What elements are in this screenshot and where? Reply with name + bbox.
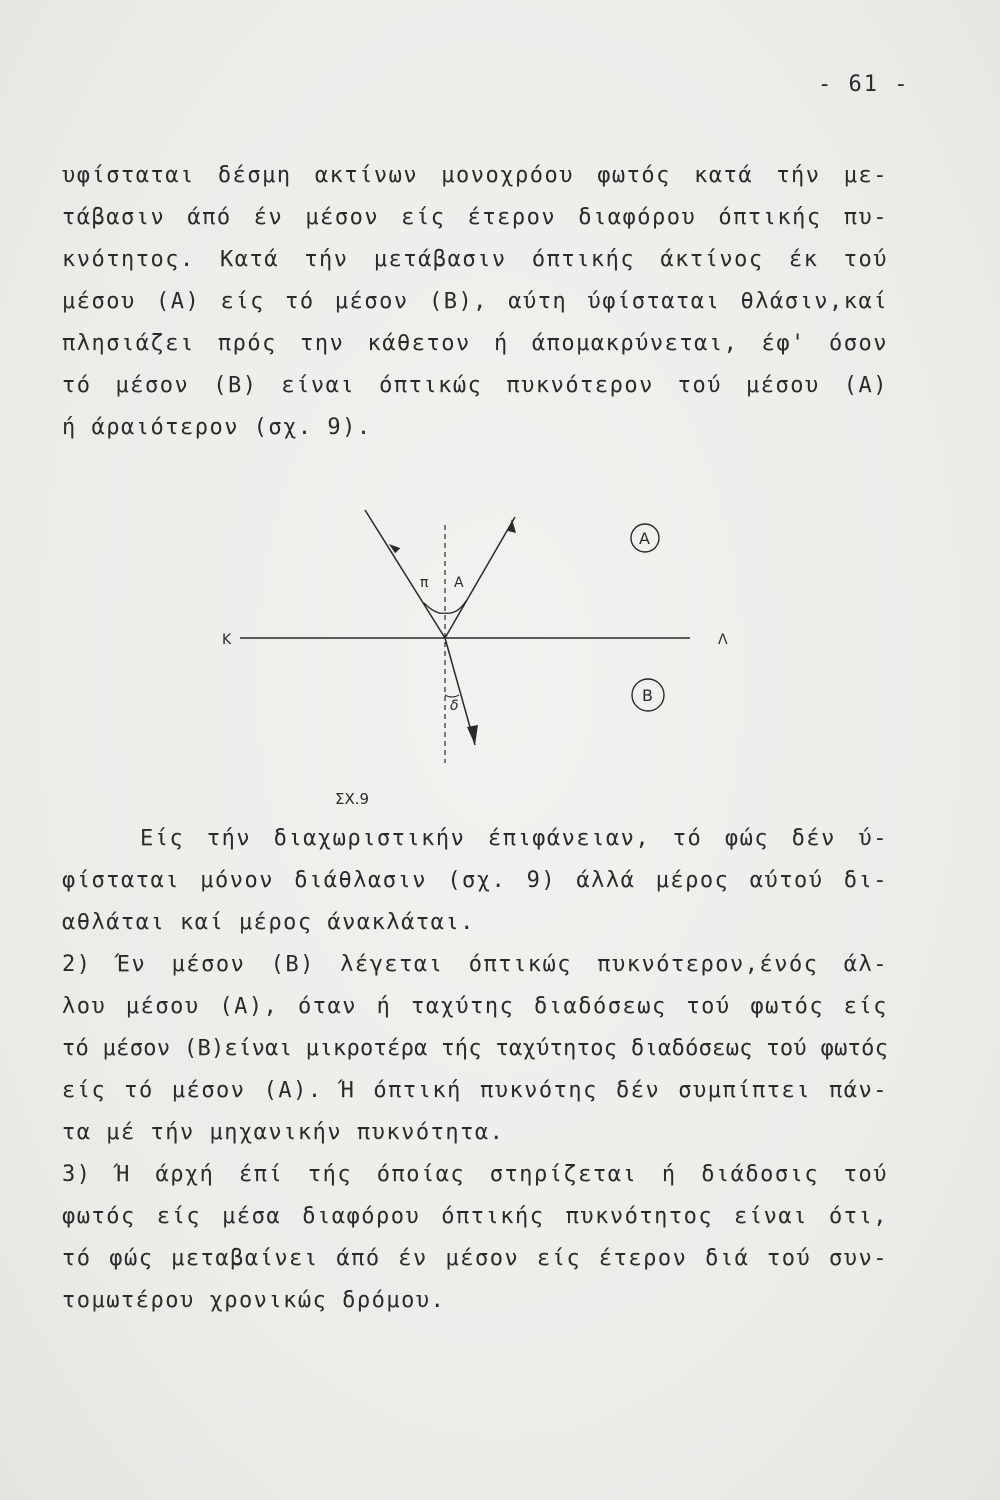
refraction-diagram-svg — [210, 505, 730, 815]
refraction-diagram — [210, 505, 730, 815]
text-line: λου μέσου (Α), όταν ή ταχύτης διαδόσεως τού φωτός είς — [62, 994, 888, 1019]
text-line: τάβασιν άπό έν μέσον είς έτερον διαφόρου όπτικής πυ- — [62, 205, 888, 230]
text-line: υφίσταται δέσμη ακτίνων μονοχρόου φωτός κατά τήν με- — [62, 163, 888, 188]
refracted-arrow-icon — [467, 725, 478, 745]
medium-a-label: A — [639, 529, 650, 548]
text-line: Είς τήν διαχωριστικήν έπιφάνειαν, τό φώς δέν ύ- — [140, 826, 888, 851]
text-line: 3) Ή άρχή έπί τής όποίας στηρίζεται ή διάδοσις τού — [62, 1162, 888, 1187]
page-number: - 61 - — [818, 72, 910, 97]
incident-ray — [365, 510, 445, 638]
text-line: τα μέ τήν μηχανικήν πυκνότητα. — [62, 1120, 505, 1145]
text-line: μέσου (Α) είς τό μέσον (Β), αύτη ύφίσταται θλάσιν,καί — [62, 289, 888, 314]
text-line: φίσταται μόνον διάθλασιν (σχ. 9) άλλά μέρος αύτού δι- — [62, 868, 888, 893]
angle-pi-label: π — [420, 575, 429, 591]
point-k-label: Κ — [222, 632, 232, 648]
angle-alpha-label: A — [454, 575, 464, 591]
paragraph-reflection-and-notes — [62, 818, 888, 1322]
refraction-angle-arc — [445, 695, 459, 697]
text-line: τό μέσον (Β)είναι μικροτέρα τής ταχύτητος διαδόσεως τού φωτός — [62, 1036, 889, 1061]
text-line: τό φώς μεταβαίνει άπό έν μέσον είς έτερον διά τού συν- — [62, 1246, 888, 1271]
medium-b-label: B — [642, 686, 653, 705]
text-line: κνότητος. Κατά τήν μετάβασιν όπτικής άκτίνος έκ τού — [62, 247, 888, 272]
paragraph-refraction-intro — [62, 155, 888, 449]
text-line: φωτός είς μέσα διαφόρου όπτικής πυκνότητος είναι ότι, — [62, 1204, 888, 1229]
text-line: τομωτέρου χρονικώς δρόμου. — [62, 1288, 446, 1313]
text-line: αθλάται καί μέρος άνακλάται. — [62, 910, 475, 935]
text-line: τό μέσον (Β) είναι όπτικώς πυκνότερον τού μέσου (Α) — [62, 373, 888, 398]
text-line: είς τό μέσον (Α). Ή όπτική πυκνότης δέν συμπίπτει πάν- — [62, 1078, 888, 1103]
text-line: πλησιάζει πρός την κάθετον ή άπομακρύνεται, έφ' όσον — [62, 331, 888, 356]
text-line: 2) Έν μέσον (Β) λέγεται όπτικώς πυκνότερον,ένός άλ- — [62, 952, 888, 977]
point-l-label: Λ — [718, 632, 728, 648]
angle-delta-label: δ — [450, 698, 459, 714]
text-line: ή άραιότερον (σχ. 9). — [62, 415, 372, 440]
figure-caption: ΣΧ.9 — [335, 790, 370, 808]
